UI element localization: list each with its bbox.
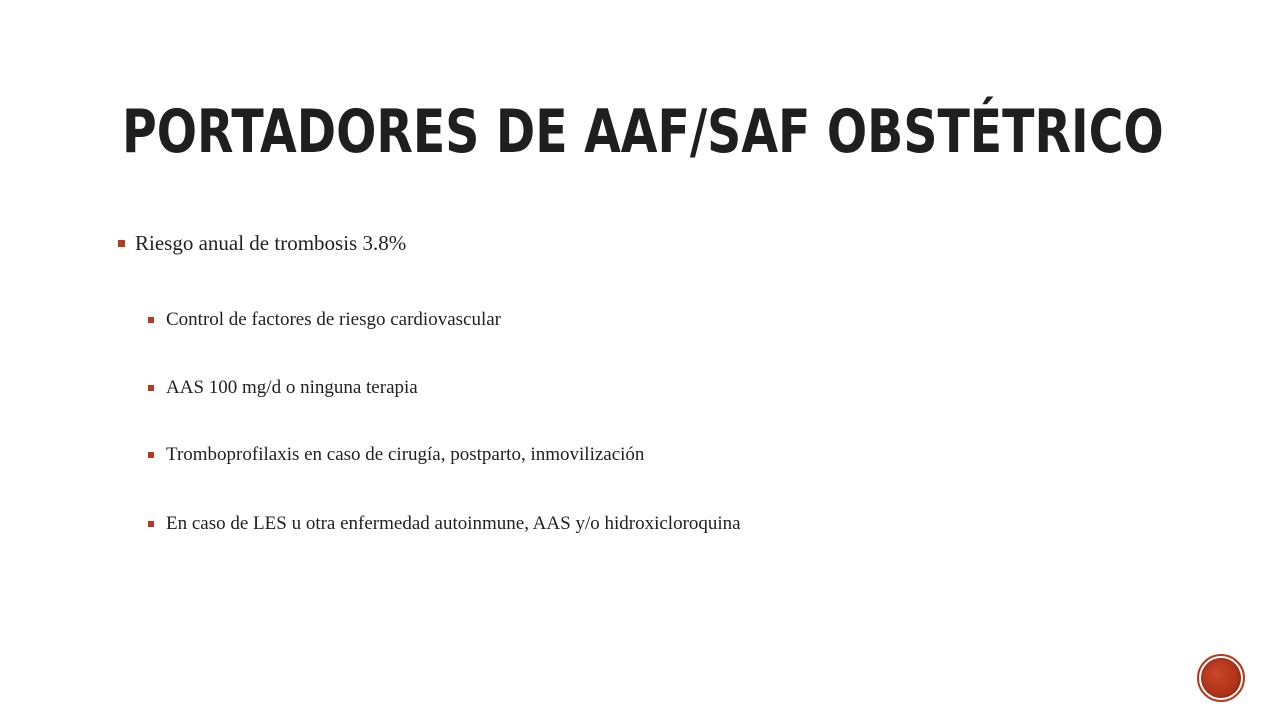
bullet-list <box>118 0 1218 720</box>
circle-button-icon[interactable] <box>1197 654 1245 702</box>
bullet-item-sub <box>148 509 741 539</box>
bullet-text: En caso de LES u otra enfermedad autoinmune, AAS y/o hidroxicloroquina <box>166 513 741 534</box>
square-bullet-icon <box>148 385 154 391</box>
slide-title: PORTADORES DE AAF/SAF OBSTÉTRICO <box>122 97 1164 167</box>
bullet-text: Riesgo anual de trombosis 3.8% <box>135 231 407 255</box>
bullet-item-sub <box>148 373 418 403</box>
square-bullet-icon <box>148 317 154 323</box>
bullet-item-main <box>118 226 406 260</box>
bullet-text: AAS 100 mg/d o ninguna terapia <box>166 377 418 398</box>
square-bullet-icon <box>148 452 154 458</box>
bullet-text: Control de factores de riesgo cardiovascular <box>166 309 502 330</box>
bullet-item-sub <box>148 440 644 470</box>
square-bullet-icon <box>148 521 154 527</box>
bullet-item-sub <box>148 305 501 335</box>
nav-button-inner <box>1201 658 1241 698</box>
square-bullet-icon <box>118 240 125 247</box>
bullet-text: Tromboprofilaxis en caso de cirugía, postparto, inmovilización <box>166 444 645 465</box>
